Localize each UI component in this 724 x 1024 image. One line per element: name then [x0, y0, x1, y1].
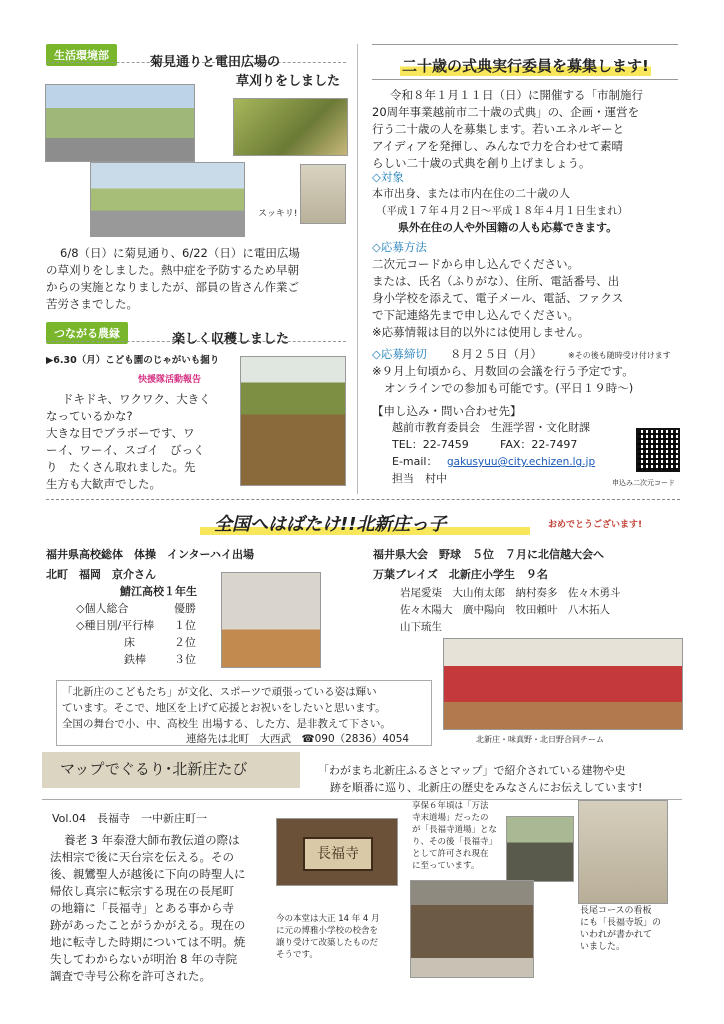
result-value-3: ３位 [174, 653, 196, 666]
right-caption-3: いました。 [580, 942, 626, 952]
hatachi-intro-2: 行う二十歳の人を募集します。若いエネルギーと [372, 122, 625, 136]
hatachi-email-label: E-mail： [392, 455, 438, 468]
nougyou-body-2: 大きな目でブラボーです、ワ [46, 426, 195, 440]
nougyou-title: 楽しく収穫しました [172, 332, 290, 347]
mid-caption-2: 譲り受けて改築したものだ [276, 938, 379, 948]
hatachi-intro-4: らしい二十歳の式典を創り上げましょう。 [372, 156, 591, 170]
nougyou-subhead: ▶6.30（月）こども園のじゃがいも掘り [46, 355, 220, 366]
seikatsu-body-1: の草刈りをしました。熱中症を予防するため早朝 [46, 263, 299, 277]
map-intro-0: 「わがまち北新庄ふるさとマップ」で紹介されている建物や史 [318, 764, 626, 777]
mid-caption-3: そうです。 [276, 950, 318, 960]
photo-small [300, 164, 346, 224]
hatachi-target-bold: 県外在住の人や外国籍の人も応募できます。 [398, 221, 618, 234]
hatachi-email-link[interactable]: gakusyuu@city.echizen.lg.jp [447, 456, 596, 468]
hatachi-method-head: ◇応募方法 [372, 240, 427, 254]
hatachi-target-0: 本市出身、または市内在住の二十歳の人 [372, 187, 570, 200]
temple-sign-text: 長福寺 [303, 837, 373, 871]
photo-street-after [90, 162, 245, 237]
column-divider [357, 44, 358, 494]
top-caption-3: り、その後「長福寺」 [412, 837, 498, 847]
nougyou-body-5: 生方も大歓声でした。 [46, 477, 161, 491]
qr-code[interactable] [636, 428, 680, 472]
hatachi-person: 担当 村中 [392, 472, 447, 485]
hatachi-method-0: 二次元コードから申し込んでください。 [372, 257, 579, 271]
seikatsu-title-2: 草刈りをしました [236, 74, 341, 89]
hatachi-fax: FAX：22-7497 [500, 438, 578, 451]
zenkoku-contact: 連絡先は北町 大西武 ☎090（2836）4054 [186, 733, 410, 745]
photo-baseball-team [443, 638, 683, 730]
hatachi-target-head: ◇対象 [372, 170, 404, 184]
right-caption-2: いわれが書かれて [580, 930, 653, 940]
zenkoku-message-0: 「北新庄のこどもたち」が文化、スポーツで頑張っている姿は輝い [62, 686, 377, 698]
map-body-0: 養老 3 年泰澄大師布教伝道の際は [64, 833, 240, 847]
photo-street-before [45, 84, 195, 162]
divider [372, 44, 678, 45]
zenkoku-right-head: 福井県大会 野球 ５位 ７月に北信越大会へ [373, 548, 604, 561]
hatachi-title: 二十歳の式典実行委員を募集します! [402, 57, 649, 75]
seikatsu-title-1: 菊見通りと電田広場の [150, 55, 281, 70]
mid-caption-1: に元の博雅小学校の校舎を [276, 926, 379, 936]
mid-caption-0: 今の本堂は大正 14 年 4 月 [276, 914, 380, 924]
top-caption-4: として許可され現在 [412, 849, 489, 859]
top-caption-2: が「長福寺道場」とな [412, 825, 498, 835]
zenkoku-congrats: おめでとうございます! [548, 520, 643, 530]
map-body-5: 跡があったことがうかがえる。現在の [50, 918, 246, 932]
result-label-2: 床 [124, 636, 135, 649]
hatachi-schedule-0: ※９月上旬頃から、月数回の会議を行う予定です。 [372, 364, 634, 378]
hatachi-contact-org: 越前市教育委員会 生涯学習・文化財課 [392, 421, 590, 434]
hatachi-method-4: ※応募情報は目的以外には使用しません。 [372, 325, 590, 339]
divider [46, 499, 680, 500]
right-caption-0: 長尾コースの看板 [580, 906, 652, 916]
nougyou-tag: つながる農縁 [46, 322, 128, 344]
zenkoku-right-team: 万葉ブレイズ 北新庄小学生 ９名 [373, 568, 548, 581]
hatachi-deadline-head: ◇応募締切 [372, 347, 427, 361]
photo-temple-hall [410, 880, 534, 978]
hatachi-intro-3: アイディアを発揮し、みんなで力を合わせて素晴 [372, 139, 624, 153]
result-value-2: ２位 [174, 636, 196, 649]
photo-weeding [233, 98, 348, 156]
photo-potato-dig [240, 356, 346, 486]
map-body-7: 失してわからないが明治 8 年の寺院 [50, 952, 238, 966]
divider [372, 79, 678, 80]
photo-temple-sign [276, 818, 398, 886]
map-body-1: 法相宗で後に天台宗を伝える。その [50, 850, 234, 864]
right-caption-1: にも「長福寺坂」の [580, 918, 662, 928]
map-body-4: の地籍に「長福寺」とある事から寺 [50, 901, 234, 915]
map-vol: Vol.04 長福寺 一中新庄町一 [52, 812, 207, 825]
zenkoku-left-school: 鯖江高校１年生 [120, 585, 197, 598]
photo-temple-building [506, 816, 574, 882]
zenkoku-message-2: 全国の舞台で小、中、高校生 出場する、した方、是非教えて下さい。 [62, 718, 391, 730]
map-title: マップでぐるり･北新庄たび [60, 760, 248, 778]
hatachi-contact-head: 【申し込み・問い合わせ先】 [372, 404, 522, 418]
seikatsu-body-0: 6/8（日）に菊見通り、6/22（日）に電田広場 [60, 246, 300, 260]
result-label-0: ◇個人総合 [76, 602, 129, 615]
hatachi-tel: TEL：22-7459 [392, 438, 469, 451]
baseball-photo-caption: 北新庄・味真野・北日野合同チーム [476, 735, 604, 744]
zenkoku-title: 全国へはばたけ!!北新庄っ子 [214, 514, 447, 535]
result-value-0: 優勝 [174, 602, 196, 615]
zenkoku-member-2: 山下琉生 [400, 621, 442, 633]
top-caption-0: 享保６年頃は「万法 [412, 801, 489, 811]
result-label-1: ◇種目別/平行棒 [76, 619, 155, 632]
zenkoku-left-head: 福井県高校総体 体操 インターハイ出場 [46, 548, 255, 561]
hatachi-intro-1: 20周年事業越前市二十歳の式典」の、企画・運営を [372, 105, 640, 119]
zenkoku-left-name: 北町 福岡 京介さん [46, 568, 156, 581]
hatachi-intro-0: 令和８年１月１１日（日）に開催する「市制施行 [390, 88, 643, 102]
nougyou-body-1: なっているかな? [46, 409, 133, 423]
map-body-6: 地に転寺した時期については不明。焼 [50, 935, 246, 949]
nougyou-report: 快援隊活動報告 [138, 375, 202, 385]
hatachi-deadline-date: ８月２５日（月） [450, 347, 542, 361]
seikatsu-tag: 生活環境部 [46, 44, 117, 66]
nougyou-body-0: ドキドキ、ワクワク、大きく [62, 392, 211, 406]
photo-course-sign [578, 800, 668, 904]
seikatsu-body-2: からの実施となりましたが、部員の皆さん作業ご [46, 280, 299, 294]
zenkoku-member-0: 岩尾愛柒 大山侑太郎 納村奏多 佐々木勇斗 [400, 587, 621, 599]
top-caption-5: に至っています。 [412, 861, 480, 871]
result-label-3: 鉄棒 [124, 653, 146, 666]
map-intro-1: 跡を順番に巡り、北新庄の歴史をみなさんにお伝えしています! [330, 781, 643, 794]
result-value-1: １位 [174, 619, 196, 632]
hatachi-deadline-note: ※その後も随時受け付けます [568, 351, 671, 360]
hatachi-target-1: （平成１７年４月２日〜平成１８年４月１日生まれ） [376, 205, 628, 217]
hatachi-method-1: または、氏名（ふりがな）、住所、電話番号、出 [372, 274, 620, 288]
map-body-8: 調査で寺号公称を許可された。 [50, 969, 211, 983]
hatachi-method-3: で下記連絡先まで申し込んでください。 [372, 308, 579, 322]
qr-caption: 申込み二次元コード [612, 479, 675, 487]
nougyou-body-4: り たくさん取れました。先 [46, 460, 196, 474]
zenkoku-message-1: ています。そこで、地区を上げて応援とお祝いをしたいと思います。 [62, 702, 386, 714]
seikatsu-body-3: 苦労さまでした。 [46, 297, 138, 311]
top-caption-1: 寺末道場」だったの [412, 813, 489, 823]
photo-gymnast [221, 572, 321, 668]
map-body-3: 帰依し真宗に転宗する現在の長尾町 [50, 884, 234, 898]
hatachi-method-2: 身小学校を添えて、電子メール、電話、ファクス [372, 291, 624, 305]
photo-caption-sukkiri: スッキリ! [258, 209, 298, 219]
map-body-2: 後、親鸞聖人が越後に下向の時聖人に [50, 867, 246, 881]
zenkoku-member-1: 佐々木陽大 廣中陽向 牧田頼叶 八木拓人 [400, 604, 610, 616]
hatachi-schedule-1: オンラインでの参加も可能です。(平日１９時〜) [384, 381, 634, 395]
nougyou-body-3: ーイ、ワーイ、スゴイ びっく [46, 443, 205, 457]
